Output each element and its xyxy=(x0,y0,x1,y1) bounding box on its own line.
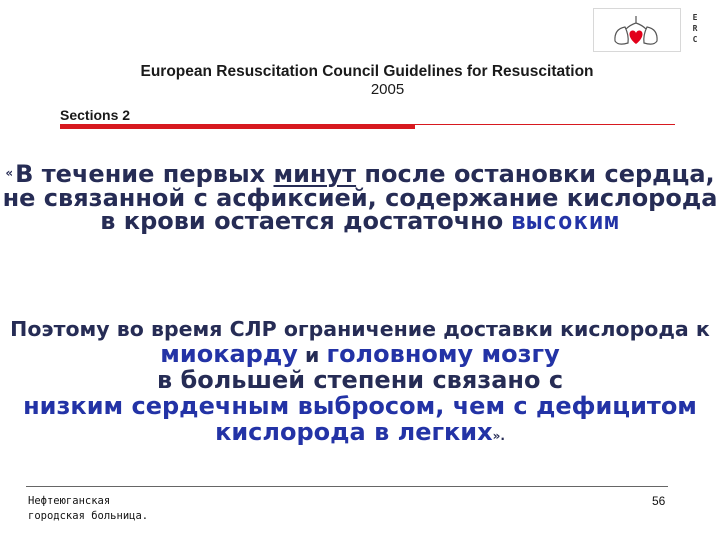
page-number: 56 xyxy=(652,494,666,508)
p1-part2: после остановки сердца, не связанной с асфиксией, содержание кислорода в крови остается достаточно xyxy=(2,160,718,235)
p2-and: и xyxy=(297,343,327,367)
p2-part1: Поэтому во время СЛР ограничение доставки кислорода к xyxy=(10,317,710,341)
header-sections: Sections 2 xyxy=(60,107,131,123)
quote-paragraph-2 xyxy=(0,317,720,449)
p2-brain: головному мозгу xyxy=(326,340,560,368)
logo-box xyxy=(593,8,681,52)
header-title: European Resuscitation Council Guidelines for Resuscitation xyxy=(140,63,594,80)
p2-part2: в большей степени связано с xyxy=(156,366,564,394)
footer-rule xyxy=(26,486,668,487)
footer-org xyxy=(28,494,148,524)
footer-org-line2: городская больница. xyxy=(28,510,149,522)
logo-letters xyxy=(688,12,702,45)
quote-open: « xyxy=(5,166,14,180)
p1-part1: В течение первых xyxy=(15,160,274,188)
p2-low-output: низким сердечным выбросом, чем с дефицитом кислорода в легких xyxy=(23,392,697,446)
p1-emph-minutes: минут xyxy=(273,160,357,188)
header-rule-thick xyxy=(60,124,415,129)
header-year: 2005 xyxy=(370,81,405,98)
p2-myocardium: миокарду xyxy=(160,340,298,368)
quote-close: ». xyxy=(492,429,505,443)
logo-letter-e: E xyxy=(692,13,698,22)
erc-logo-icon xyxy=(602,13,672,47)
quote-paragraph-1 xyxy=(0,162,720,234)
logo-letter-r: R xyxy=(692,24,698,33)
footer-org-line1: Нефтеюганская xyxy=(28,495,111,507)
logo-letter-c: C xyxy=(692,35,698,44)
p1-high: высоким xyxy=(511,207,620,235)
